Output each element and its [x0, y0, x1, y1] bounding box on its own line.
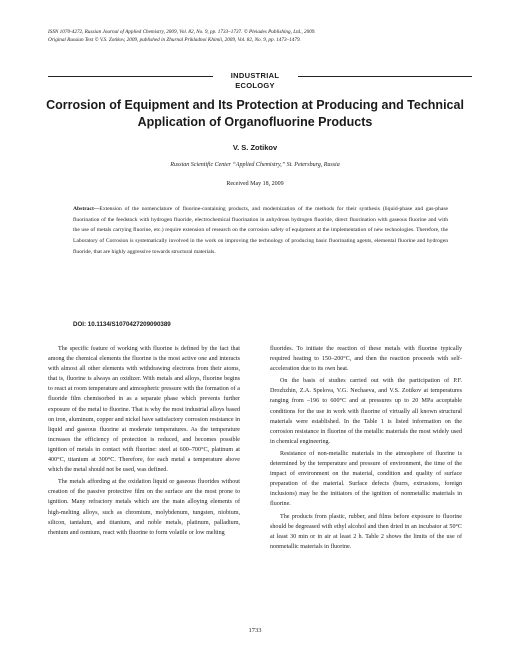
original-text-line: Original Russian Text © V.S. Zotikov, 2009, published in Zhurnal Prikladnoi Khimii, 2009, Vol. 82, No. 9, pp. 1473–1479. [48, 37, 301, 43]
doi: DOI: 10.1134/S1070427209090389 [73, 321, 171, 328]
body-paragraph: The metals affording at the oxidation liquid or gaseous fluorides without creation of the passive protective film on the surface are the most prone to ignition. Many refractory metals which are the main alloying elements of high-melting alloys, such as chromium, molybdenum, tungsten, niobium, silicon, tantalum, and titanium, and noble metals, platinum, palladium, rhenium and osmium, react with fluorine to form volatile or low melting [48, 479, 240, 536]
body-paragraph: On the basis of studies carried out with the participation of P.F. Drozhzhin, Z.A. Spelova, V.G. Nechaeva, and V.S. Zotikov at temperatures ranging from –196 to 600°C and at pressures up to 20 MPa acceptable conditions for the use in work with fluorine of virtually all known structural materials were established. In the Table 1 is listed information on the corrosion resistance in fluorine of the metallic materials the most widely used in chemical engineering. [270, 378, 462, 445]
author-affiliation: Russian Scientific Center “Applied Chemistry,” St. Petersburg, Russia [170, 162, 340, 168]
journal-citation-line: ISSN 1070-4272, Russian Journal of Applied Chemistry, 2009, Vol. 82, No. 9, pp. 1733–1737. © Pleiades Publishing, Ltd., 2009. [48, 29, 316, 35]
abstract-text: Extension of the nomenclature of fluorine-containing products, and modernization of the methods for their synthesis (liquid-phase and gas-phase fluorination of the feedstock with hydrogen fluoride, electrochemical fluorination in anhydrous hydrogen fluoride, direct fluorination with gaseous fluorine and with the use of metals carrying fluorine, etc.) require extension of research on the corrosion safety of equipment at the implementation of new technologies. Therefore, the Laboratory of Corrosion is systematically involved in the work on improving the technology of producing basic fluorinating agents, elemental fluorine and hydrogen fluoride, that are highly aggressive towards structural materials. [73, 206, 448, 255]
received-date: Received May 18, 2009 [226, 181, 284, 187]
body-paragraph: The products from plastic, rubber, and films before exposure to fluorine should be degreased with ethyl alcohol and then dried in an incubator at 50°C at least 30 min or in air at least 2 h. Table 2 shows the limits of the use of nonmetallic materials in fluorine. [270, 513, 462, 550]
body-column-right [270, 344, 462, 552]
section-heading-line1: INDUSTRIAL [230, 71, 280, 80]
abstract [73, 204, 448, 258]
abstract-label: Abstract— [73, 206, 100, 212]
body-paragraph: fluorides. To initiate the reaction of these metals with fluorine typically required heating to 150–200°C, and then the reaction proceeds with self-acceleration due to its own heat. [270, 346, 462, 373]
body-column-left [48, 344, 240, 538]
section-heading-line2: ECOLOGY [235, 81, 275, 90]
page-number: 1733 [248, 627, 262, 634]
article-author: V. S. Zotikov [232, 143, 278, 152]
body-paragraph: The specific feature of working with fluorine is defined by the fact that among the chemical elements the fluorine is the most active one and interacts with almost all other elements with withdrawing electrons from their atoms, that is, fluorine is always an oxidizer. With metals and alloys, fluorine begins to react at room temperature and atmospheric pressure with the formation of a fluoride film chemisorbed in as a separate phase which prevents further exposure of the metal to fluorine. That is why the most industrial alloys based on iron, aluminum, copper and nickel have satisfactory corrosion resistance in liquid and gaseous fluorine at moderate temperatures. As the temperature increases the efficiency of protection is reduced, and becomes possible ignition of metals in contact with fluorine: steel at 600–700°C, platinum at 400°C, titanium at 300°C. Therefore, for each metal a temperature above which the metal should not be used, was defined. [48, 346, 240, 474]
article-title: Corrosion of Equipment and Its Protection at Producing and Technical Application of Organofluorine Products [46, 98, 464, 129]
body-paragraph: Resistance of non-metallic materials in the atmosphere of fluorine is determined by the temperature and pressure of environment, the time of the impact of environment on the material, condition and quality of surface preparation of the material. Surface defects (burrs, extrusions, foreign inclusions) may be the initiators of the ignition of nonmetallic materials in fluorine. [270, 450, 462, 508]
